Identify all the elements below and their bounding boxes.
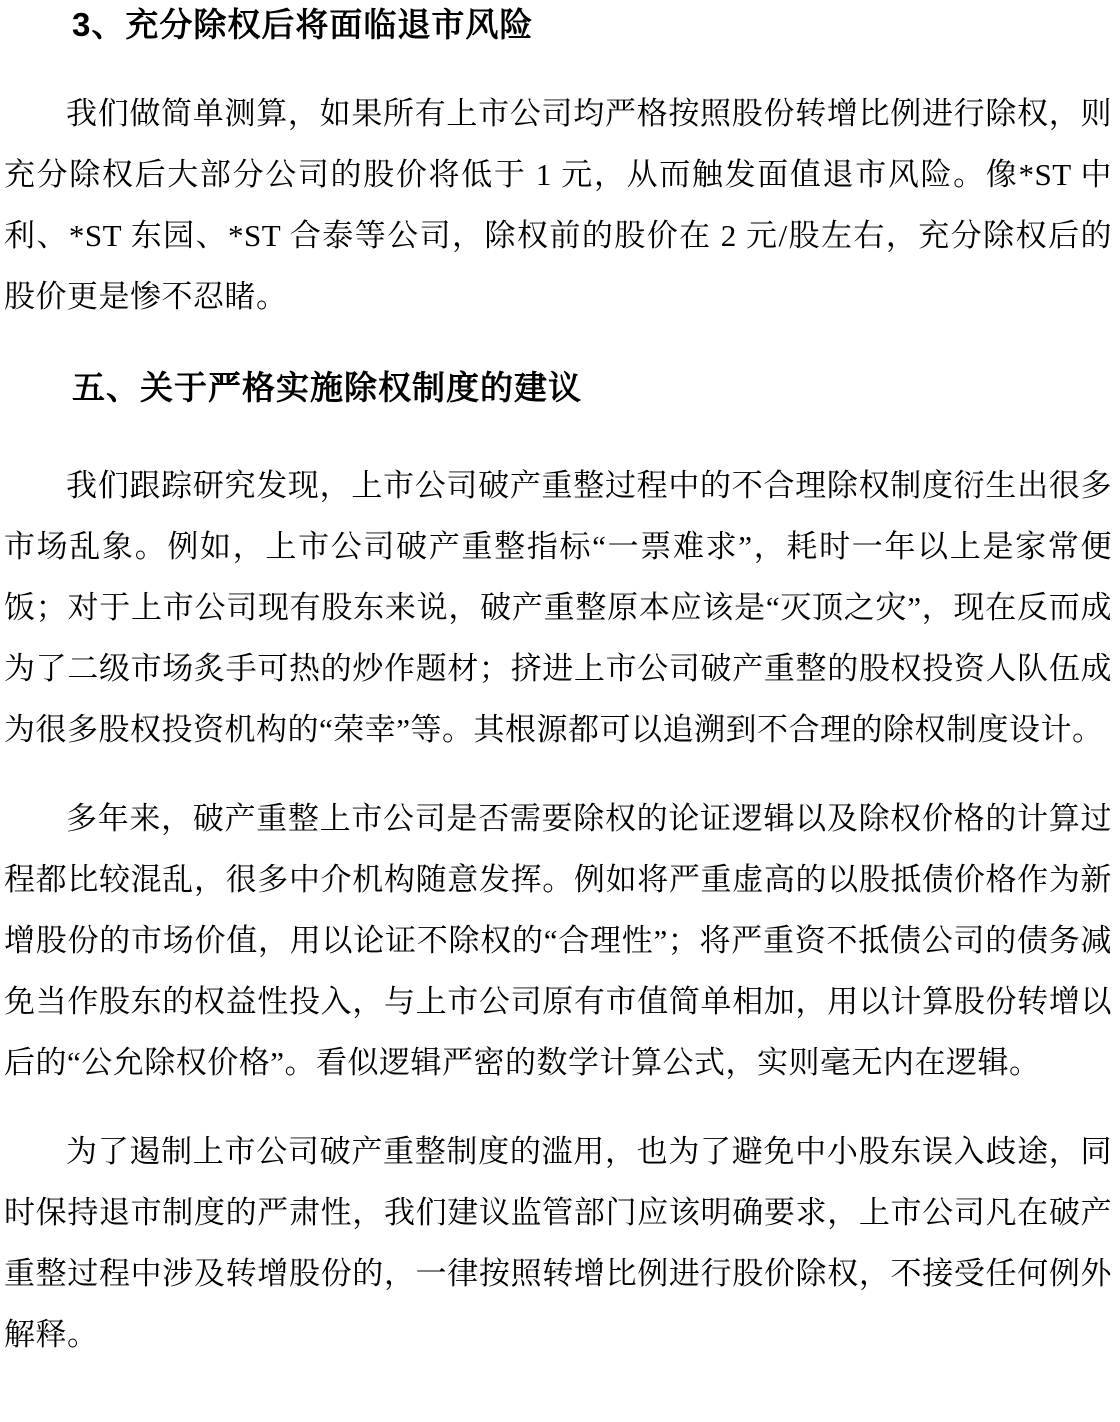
paragraph-regulation-suggestion: 为了遏制上市公司破产重整制度的滥用，也为了避免中小股东误入歧途，同时保持退市制度的严肃性，我们建议监管部门应该明确要求，上市公司凡在破产重整过程中涉及转增股份的，一律按照转增比例进行股价除权，不接受任何例外解释。	[4, 1134, 1112, 1352]
paragraph-delisting-risk: 我们做简单测算，如果所有上市公司均严格按照股份转增比例进行除权，则充分除权后大部分公司的股价将低于 1 元，从而触发面值退市风险。像*ST 中利、*ST 东园、*ST 合泰等公司，除权前的股价在 2 元/股左右，充分除权后的股价更是惨不忍睹。	[4, 96, 1112, 314]
paragraph-market-chaos: 我们跟踪研究发现，上市公司破产重整过程中的不合理除权制度衍生出很多市场乱象。例如，上市公司破产重整指标“一票难求”，耗时一年以上是家常便饭；对于上市公司现有股东来说，破产重整原本应该是“灭顶之灾”，现在反而成为了二级市场炙手可热的炒作题材；挤进上市公司破产重整的股权投资人队伍成为很多股权投资机构的“荣幸”等。其根源都可以追溯到不合理的除权制度设计。	[4, 468, 1112, 747]
section-heading-delisting-risk: 3、充分除权后将面临退市风险	[72, 6, 534, 43]
section-heading-suggestions: 五、关于严格实施除权制度的建议	[72, 369, 582, 406]
paragraph-calculation-logic: 多年来，破产重整上市公司是否需要除权的论证逻辑以及除权价格的计算过程都比较混乱，很多中介机构随意发挥。例如将严重虚高的以股抵债价格作为新增股份的市场价值，用以论证不除权的“合理性”；将严重资不抵债公司的债务减免当作股东的权益性投入，与上市公司原有市值简单相加，用以计算股份转增以后的“公允除权价格”。看似逻辑严密的数学计算公式，实则毫无内在逻辑。	[4, 801, 1112, 1080]
